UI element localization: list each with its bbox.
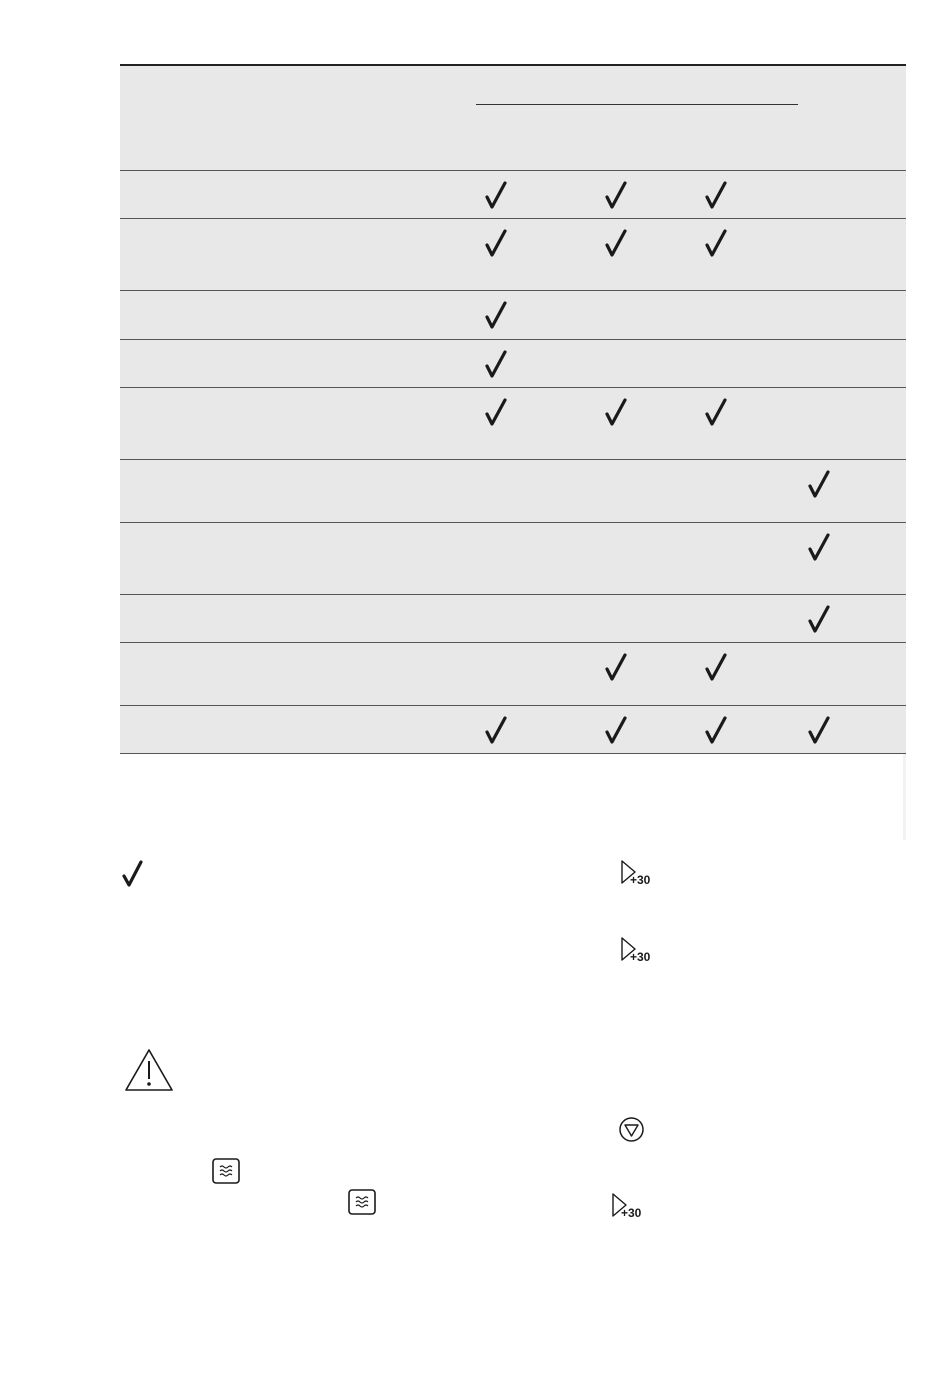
- check-icon: [484, 397, 508, 427]
- check-icon: [807, 604, 831, 634]
- header-group-rule: [476, 104, 798, 105]
- check-icon: [122, 860, 144, 888]
- check-icon: [604, 652, 628, 682]
- check-icon: [484, 300, 508, 330]
- check-icon: [704, 652, 728, 682]
- microwave-icon: [212, 1158, 240, 1184]
- start-plus-30-icon: [620, 936, 656, 964]
- check-icon: [484, 349, 508, 379]
- warning-triangle-icon: [124, 1048, 174, 1092]
- table-row: [120, 459, 906, 522]
- check-icon: [604, 397, 628, 427]
- check-icon: [704, 715, 728, 745]
- plus30-label: +30: [630, 950, 651, 964]
- check-icon: [807, 469, 831, 499]
- table-row: [120, 594, 906, 642]
- stop-icon: [618, 1116, 645, 1143]
- check-icon: [604, 228, 628, 258]
- check-icon: [704, 397, 728, 427]
- check-icon: [807, 532, 831, 562]
- check-icon: [704, 180, 728, 210]
- table-row: [120, 339, 906, 387]
- plus30-label: +30: [630, 873, 651, 887]
- check-icon: [704, 228, 728, 258]
- scrollbar[interactable]: [903, 754, 906, 840]
- check-icon: [604, 180, 628, 210]
- table-row: [120, 218, 906, 290]
- start-plus-30-icon: [611, 1192, 647, 1220]
- function-table: [120, 64, 906, 754]
- check-icon: [484, 715, 508, 745]
- check-icon: [604, 715, 628, 745]
- start-plus-30-icon: [620, 859, 656, 887]
- table-row: [120, 705, 906, 754]
- table-row: [120, 387, 906, 459]
- plus30-label: +30: [621, 1206, 642, 1220]
- microwave-icon: [348, 1189, 376, 1215]
- table-row: [120, 290, 906, 339]
- table-row: [120, 170, 906, 218]
- check-icon: [484, 180, 508, 210]
- check-icon: [484, 228, 508, 258]
- table-row: [120, 642, 906, 705]
- check-icon: [807, 715, 831, 745]
- table-row: [120, 522, 906, 594]
